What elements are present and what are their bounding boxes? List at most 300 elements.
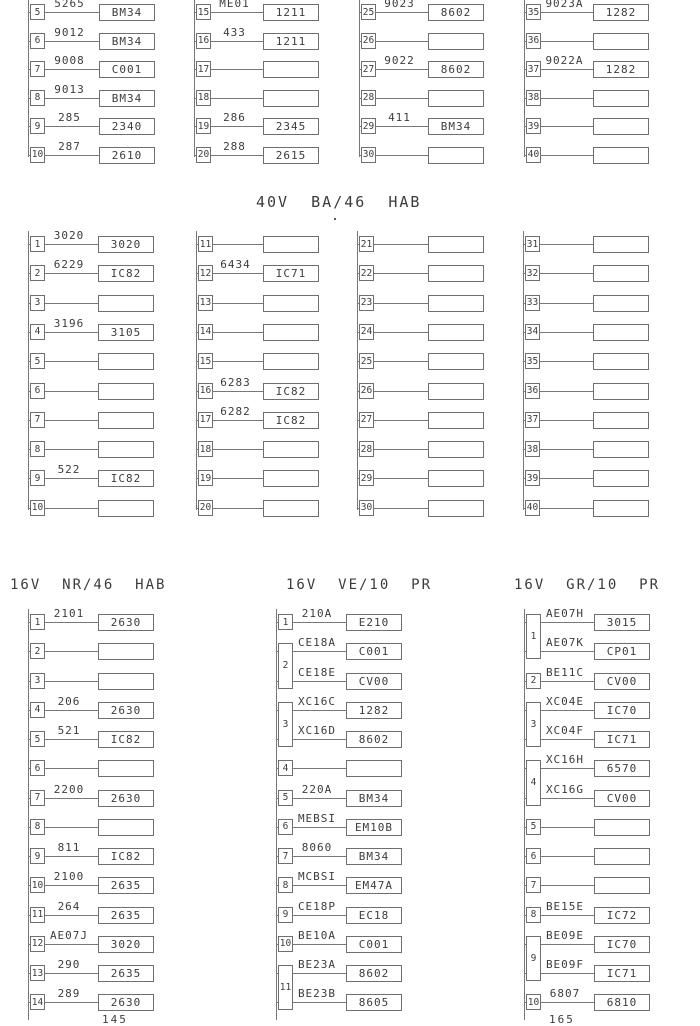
pin-number: 32	[526, 267, 539, 279]
clipped-label-fragment: 145	[102, 1013, 128, 1026]
terminal-label: 2630	[110, 703, 142, 717]
pin-box	[30, 118, 45, 134]
pin-box	[278, 760, 293, 776]
terminal-box	[263, 441, 319, 458]
pin-box	[359, 324, 374, 340]
terminal-box	[98, 760, 154, 777]
wire-label: XC04E	[545, 694, 585, 708]
pin-box	[30, 819, 45, 835]
terminal-box	[98, 848, 154, 865]
terminal-label: BM34	[111, 6, 143, 19]
terminal-box	[594, 819, 650, 836]
pin-number: 11	[31, 909, 44, 920]
pin-number: 13	[199, 297, 212, 309]
pin-number: 14	[199, 326, 212, 338]
terminal-label: 2635	[110, 967, 142, 980]
pin-number: 7	[34, 63, 41, 75]
wire-label: XC04F	[545, 724, 585, 737]
pin-box	[361, 147, 376, 163]
terminal-label: IC70	[606, 937, 638, 951]
terminal-box	[99, 90, 155, 107]
terminal-box	[428, 61, 484, 78]
terminal-box	[263, 500, 319, 517]
terminal-box	[594, 614, 650, 631]
pin-box	[361, 61, 376, 77]
terminal-label: BM34	[440, 120, 472, 133]
terminal-box	[98, 936, 154, 953]
pin-box	[198, 441, 213, 457]
terminal-box	[346, 936, 402, 953]
pin-box	[361, 4, 376, 20]
pin-box	[278, 643, 293, 688]
pin-box	[30, 33, 45, 49]
pin-box	[30, 702, 45, 718]
terminal-box	[593, 4, 649, 21]
terminal-label: BM34	[111, 91, 143, 105]
terminal-label: BM34	[358, 850, 390, 863]
pin-number: 11	[199, 238, 212, 250]
terminal-box	[346, 643, 402, 660]
pin-box	[525, 265, 540, 281]
wire-label: AE07K	[545, 636, 585, 650]
terminal-box	[346, 673, 402, 690]
terminal-label: 1282	[605, 6, 637, 19]
terminal-label: IC72	[606, 908, 638, 922]
pin-box	[525, 324, 540, 340]
terminal-box	[346, 614, 402, 631]
pin-box	[30, 907, 45, 923]
terminal-box	[593, 147, 649, 164]
pin-number: 31	[526, 238, 539, 250]
wire-label: 6807	[549, 987, 581, 1001]
pin-box	[30, 936, 45, 952]
terminal-box	[263, 4, 319, 21]
terminal-label: 1282	[358, 703, 390, 717]
pin-box	[278, 614, 293, 630]
pin-box	[30, 643, 45, 659]
pin-number: 37	[527, 63, 540, 75]
pin-box	[198, 470, 213, 486]
pin-box	[526, 936, 541, 981]
connector-bus-line	[524, 609, 525, 1020]
pin-box	[525, 500, 540, 516]
terminal-label: 3020	[110, 937, 142, 951]
pin-number: 27	[360, 414, 373, 426]
pin-box	[30, 90, 45, 106]
pin-number: 29	[362, 120, 375, 132]
terminal-box	[263, 236, 319, 253]
terminal-box	[593, 353, 649, 370]
terminal-box	[263, 470, 319, 487]
pin-number: 17	[199, 414, 212, 426]
terminal-label: IC71	[606, 967, 638, 980]
terminal-box	[428, 118, 484, 135]
pin-number: 5	[34, 355, 41, 367]
terminal-box	[346, 994, 402, 1011]
pin-box	[278, 790, 293, 806]
terminal-box	[346, 702, 402, 719]
pin-box	[359, 500, 374, 516]
wire-label: 9023A	[545, 0, 584, 10]
terminal-label: 6810	[606, 996, 638, 1010]
terminal-box	[346, 965, 402, 982]
pin-box	[525, 383, 540, 399]
pin-number: 14	[31, 996, 44, 1008]
pin-number: 28	[360, 443, 373, 455]
pin-number: 27	[362, 63, 375, 75]
terminal-label: IC82	[110, 267, 142, 281]
wire-label: 288	[223, 139, 246, 153]
terminal-label: 2630	[110, 791, 142, 805]
pin-number: 19	[197, 120, 210, 132]
wire-label: 289	[57, 987, 81, 1001]
terminal-box	[98, 994, 154, 1011]
terminal-label: 3105	[110, 325, 142, 339]
wire-label: 433	[223, 25, 246, 39]
wire-label: 285	[58, 111, 81, 124]
pin-box	[526, 848, 541, 864]
pin-number: 7	[530, 879, 537, 891]
block-title: 16V NR/46 HAB	[10, 577, 167, 593]
terminal-label: 8602	[358, 733, 390, 746]
terminal-label: CV00	[358, 674, 390, 688]
pin-box	[198, 383, 213, 399]
terminal-box	[98, 353, 154, 370]
pin-number: 9	[34, 850, 41, 862]
wire-label: 5265	[54, 0, 85, 10]
terminal-label: IC82	[275, 413, 307, 427]
title-dot	[334, 218, 336, 220]
terminal-box	[428, 441, 484, 458]
terminal-box	[98, 412, 154, 429]
pin-box	[30, 383, 45, 399]
pin-number: 2	[34, 645, 41, 657]
wire-label: ME01	[219, 0, 250, 10]
terminal-box	[98, 383, 154, 400]
wire-label: 3020	[53, 229, 85, 242]
pin-box	[196, 61, 211, 77]
terminal-box	[594, 760, 650, 777]
pin-number: 4	[34, 704, 41, 716]
terminal-box	[263, 265, 319, 282]
pin-number: 21	[360, 238, 373, 250]
wire-label: 411	[388, 111, 411, 124]
pin-number: 2	[530, 675, 537, 686]
pin-box	[361, 118, 376, 134]
terminal-box	[594, 702, 650, 719]
pin-box	[198, 412, 213, 428]
terminal-box	[428, 324, 484, 341]
pin-box	[359, 383, 374, 399]
terminal-box	[594, 790, 650, 807]
terminal-box	[346, 790, 402, 807]
pin-number: 39	[526, 472, 539, 484]
terminal-box	[428, 470, 484, 487]
pin-number: 8	[282, 879, 289, 891]
pin-number: 10	[31, 879, 44, 891]
wire-label: MEBSI	[297, 811, 337, 825]
pin-number: 40	[527, 149, 540, 160]
connector-bus-line	[359, 0, 360, 157]
pin-box	[198, 500, 213, 516]
terminal-label: IC71	[275, 267, 307, 281]
wire-label: 9022A	[545, 54, 584, 67]
terminal-box	[99, 118, 155, 135]
wire-label: 290	[57, 958, 81, 971]
wire-label: 6282	[220, 404, 251, 418]
pin-number: 6	[530, 850, 537, 862]
connector-bus-line	[524, 0, 525, 157]
wire-label: BE15E	[545, 899, 585, 913]
pin-box	[30, 731, 45, 747]
pin-number: 28	[362, 92, 375, 103]
pin-box	[278, 965, 293, 1010]
pin-box	[30, 965, 45, 981]
terminal-box	[594, 936, 650, 953]
terminal-box	[263, 295, 319, 312]
pin-box	[30, 848, 45, 864]
wire-label: 6434	[220, 258, 251, 272]
pin-number: 10	[279, 938, 292, 950]
wire-label: 220A	[301, 782, 333, 796]
terminal-label: C001	[358, 645, 390, 659]
pin-box	[30, 994, 45, 1010]
terminal-box	[593, 441, 649, 458]
pin-box	[525, 353, 540, 369]
connector-bus-line	[194, 0, 195, 157]
terminal-box	[263, 147, 319, 164]
block-title: 40V BA/46 HAB	[256, 193, 422, 211]
terminal-box	[594, 994, 650, 1011]
pin-number: 15	[197, 6, 210, 18]
pin-number: 40	[526, 502, 539, 514]
connector-bus-line	[28, 609, 29, 1020]
wire-label: 210A	[301, 607, 333, 620]
pin-box	[196, 33, 211, 49]
wire-label: XC16H	[545, 753, 585, 767]
pin-box	[278, 702, 293, 747]
pin-number: 5	[34, 733, 41, 745]
terminal-box	[346, 848, 402, 865]
terminal-label: 2635	[110, 879, 142, 893]
pin-box	[30, 441, 45, 457]
pin-box	[278, 848, 293, 864]
pin-number: 38	[526, 443, 539, 455]
pin-box	[30, 265, 45, 281]
terminal-label: 2340	[111, 120, 143, 133]
pin-number: 35	[527, 6, 540, 18]
pin-number: 24	[360, 326, 373, 338]
terminal-box	[98, 819, 154, 836]
wire-label: 287	[58, 139, 81, 153]
terminal-box	[593, 90, 649, 107]
pin-box	[198, 295, 213, 311]
pin-box	[526, 33, 541, 49]
terminal-box	[98, 643, 154, 660]
terminal-label: 8602	[358, 967, 390, 980]
pin-box	[526, 907, 541, 923]
terminal-box	[594, 965, 650, 982]
wire-label: XC16D	[297, 724, 337, 737]
terminal-box	[98, 907, 154, 924]
wire-label: XC16G	[545, 782, 585, 796]
pin-number: 11	[279, 982, 292, 994]
terminal-box	[428, 412, 484, 429]
terminal-box	[594, 731, 650, 748]
wire-label: 6229	[53, 258, 85, 272]
terminal-box	[428, 265, 484, 282]
pin-box	[30, 61, 45, 77]
pin-number: 3	[530, 718, 537, 730]
pin-number: 26	[360, 385, 373, 396]
wire-label: BE23A	[297, 958, 337, 971]
pin-number: 20	[197, 149, 210, 160]
pin-box	[30, 790, 45, 806]
pin-number: 26	[362, 35, 375, 46]
terminal-label: IC82	[110, 850, 142, 863]
wire-label: CE18A	[297, 636, 337, 650]
wire-label: 9012	[54, 25, 85, 39]
pin-number: 10	[31, 149, 44, 160]
wire-label: BE09E	[545, 928, 585, 942]
terminal-box	[428, 33, 484, 50]
terminal-box	[98, 702, 154, 719]
wire-label: CE18P	[297, 899, 337, 913]
pin-box	[278, 819, 293, 835]
terminal-box	[346, 819, 402, 836]
terminal-label: 2630	[110, 616, 142, 629]
terminal-label: CV00	[606, 791, 638, 805]
terminal-box	[263, 118, 319, 135]
wire-label: 286	[223, 111, 246, 124]
pin-box	[526, 118, 541, 134]
pin-number: 17	[197, 63, 210, 75]
pin-box	[196, 4, 211, 20]
pin-number: 20	[199, 502, 212, 514]
pin-number: 10	[527, 996, 540, 1008]
terminal-box	[98, 877, 154, 894]
terminal-box	[98, 470, 154, 487]
wire-label: 811	[57, 841, 81, 854]
pin-number: 36	[526, 385, 539, 396]
pin-number: 34	[526, 326, 539, 338]
pin-box	[526, 819, 541, 835]
pin-box	[30, 412, 45, 428]
pin-box	[359, 353, 374, 369]
pin-number: 8	[530, 909, 537, 920]
pin-box	[359, 412, 374, 428]
terminal-box	[99, 61, 155, 78]
pin-box	[196, 90, 211, 106]
pin-box	[359, 236, 374, 252]
terminal-box	[593, 383, 649, 400]
connector-bus-line	[276, 609, 277, 1020]
terminal-box	[98, 295, 154, 312]
pin-number: 16	[197, 35, 210, 46]
terminal-label: CV00	[606, 674, 638, 688]
pin-box	[198, 265, 213, 281]
wire-label: 6283	[220, 375, 251, 389]
wire-label: 521	[57, 724, 81, 737]
pin-box	[526, 614, 541, 659]
pin-box	[526, 994, 541, 1010]
pin-number: 4	[34, 326, 41, 338]
pin-number: 4	[282, 762, 289, 774]
pin-box	[30, 353, 45, 369]
block-title: 16V GR/10 PR	[514, 577, 661, 593]
wire-label: 9013	[54, 82, 85, 96]
pin-number: 7	[34, 414, 41, 426]
pin-number: 1	[530, 631, 537, 643]
wire-label: 522	[57, 463, 81, 477]
terminal-label: E210	[358, 616, 390, 629]
terminal-label: 6570	[606, 762, 638, 776]
terminal-box	[98, 673, 154, 690]
pin-number: 22	[360, 267, 373, 279]
terminal-box	[98, 265, 154, 282]
pin-number: 16	[199, 385, 212, 396]
pin-box	[30, 614, 45, 630]
pin-number: 6	[34, 762, 41, 774]
terminal-label: EM10B	[354, 820, 394, 834]
terminal-box	[99, 147, 155, 164]
terminal-box	[263, 383, 319, 400]
terminal-box	[263, 412, 319, 429]
pin-number: 3	[282, 718, 289, 730]
terminal-box	[593, 265, 649, 282]
wire-label: AE07H	[545, 607, 585, 620]
pin-box	[278, 907, 293, 923]
terminal-label: 1211	[275, 6, 307, 19]
pin-box	[30, 324, 45, 340]
terminal-box	[263, 353, 319, 370]
pin-box	[525, 470, 540, 486]
terminal-box	[593, 324, 649, 341]
pin-number: 18	[197, 92, 210, 103]
terminal-label: 1282	[605, 63, 637, 76]
wire-label: 9023	[384, 0, 415, 10]
terminal-label: 8602	[440, 6, 472, 19]
pin-number: 39	[527, 120, 540, 132]
pin-number: 10	[31, 502, 44, 514]
terminal-box	[593, 33, 649, 50]
terminal-label: BM34	[111, 34, 143, 48]
terminal-label: C001	[358, 937, 390, 951]
pin-box	[526, 673, 541, 689]
pin-number: 9	[530, 952, 537, 964]
pin-number: 13	[31, 967, 44, 979]
pin-box	[526, 61, 541, 77]
terminal-label: 2610	[111, 148, 143, 162]
terminal-box	[594, 673, 650, 690]
terminal-box	[263, 33, 319, 50]
wire-label: 9008	[54, 54, 85, 67]
pin-box	[359, 265, 374, 281]
pin-box	[30, 295, 45, 311]
pin-box	[359, 470, 374, 486]
pin-number: 25	[362, 6, 375, 18]
pin-number: 8	[34, 821, 41, 833]
wire-label: MCBSI	[297, 870, 337, 884]
terminal-box	[263, 61, 319, 78]
terminal-box	[594, 643, 650, 660]
pin-number: 7	[282, 850, 289, 862]
pin-box	[30, 877, 45, 893]
terminal-box	[428, 500, 484, 517]
terminal-box	[98, 965, 154, 982]
pin-box	[359, 295, 374, 311]
terminal-box	[594, 907, 650, 924]
